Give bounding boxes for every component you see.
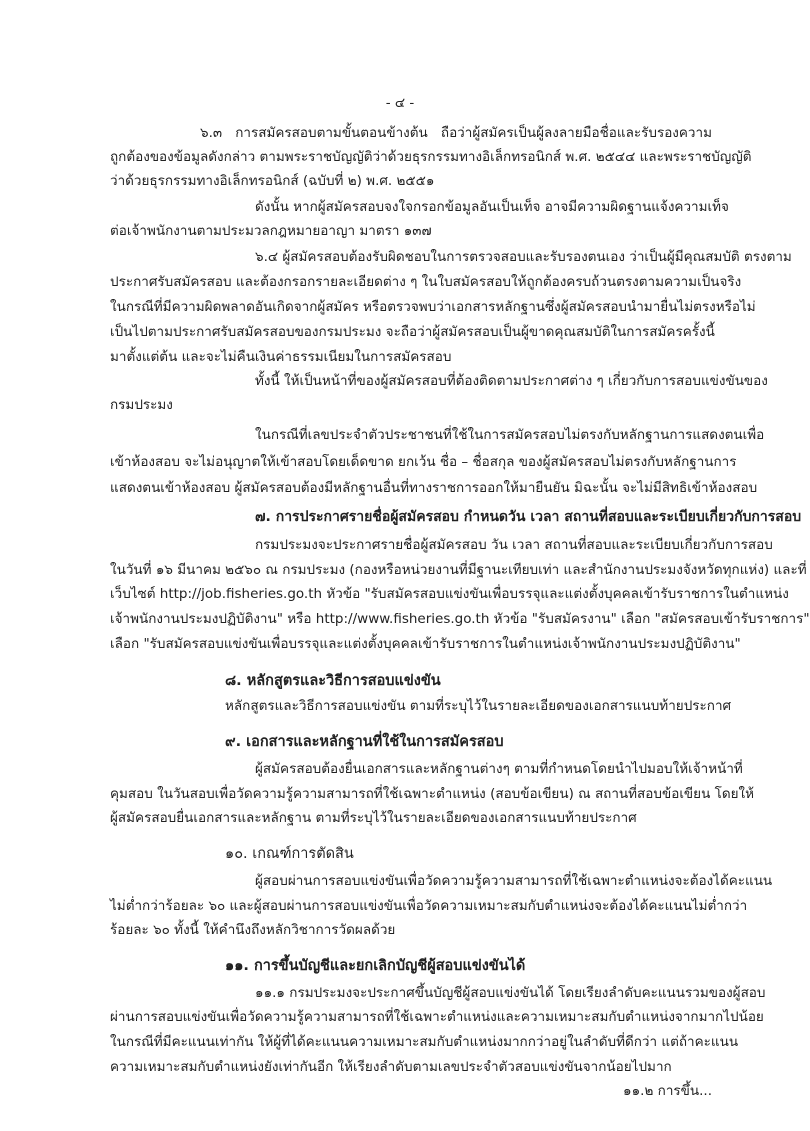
paragraph-line: หลักสูตรและวิธีการสอบแข่งขัน ตามที่ระบุไว้ในรายละเอียดของเอกสารแนบท้ายประกาศ [225, 698, 732, 714]
paragraph-line: ว่าด้วยธุรกรรมทางอิเล็กทรอนิกส์ (ฉบับที่ ๒) พ.ศ. ๒๕๕๑ [110, 173, 435, 189]
paragraph-line: ประกาศรับสมัครสอบ และต้องกรอกรายละเอียดต่าง ๆ ในใบสมัครสอบให้ถูกต้องครบถ้วนตรงตามความเป็นจริง [110, 274, 742, 290]
paragraph-line: ในกรณีที่มีคะแนนเท่ากัน ให้ผู้ที่ได้คะแนนความเหมาะสมกับตำแหน่งมากกว่าอยู่ในลำดับที่ดีกว่า แต่ถ้าคะแนน [110, 1034, 739, 1050]
section-heading: ๗. การประกาศรายชื่อผู้สมัครสอบ กำหนดวัน เวลา สถานที่สอบและระเบียบเกี่ยวกับการสอบ [255, 509, 802, 525]
paragraph-line: ในกรณีที่มีความผิดพลาดอันเกิดจากผู้สมัคร หรือตรวจพบว่าเอกสารหลักฐานซึ่งผู้สมัครสอบนำมายื่นไม่ตรงหรือไม่ [110, 299, 756, 315]
paragraph-line: ในกรณีที่เลขประจำตัวประชาชนที่ใช้ในการสมัครสอบไม่ตรงกับหลักฐานการแสดงตนเพื่อ [255, 427, 765, 443]
paragraph-line: กรมประมง [110, 397, 173, 413]
paragraph-line: ๖.๔ ผู้สมัครสอบต้องรับผิดชอบในการตรวจสอบและรับรองตนเอง ว่าเป็นผู้มีคุณสมบัติ ตรงตาม [255, 249, 792, 265]
paragraph-line: ผ่านการสอบแข่งขันเพื่อวัดความรู้ความสามารถที่ใช้เฉพาะตำแหน่งและความเหมาะสมกับตำแหน่งจากมากไปน้อย [110, 1009, 764, 1025]
page-number: - ๔ - [385, 95, 415, 111]
paragraph-line: มาตั้งแต่ต้น และจะไม่คืนเงินค่าธรรมเนียมในการสมัครสอบ [110, 349, 452, 365]
paragraph-line: ๑๑.๑ กรมประมงจะประกาศขึ้นบัญชีผู้สอบแข่งขันได้ โดยเรียงลำดับคะแนนรวมของผู้สอบ [255, 985, 766, 1001]
paragraph-line: คุมสอบ ในวันสอบเพื่อวัดความรู้ความสามารถที่ใช้เฉพาะตำแหน่ง (สอบข้อเขียน) ณ สถานที่สอบข้อเขียน โดยให้ [110, 786, 755, 802]
paragraph-line: ต่อเจ้าพนักงานตามประมวลกฎหมายอาญา มาตรา ๑๓๗ [110, 223, 432, 239]
paragraph-line: เข้าห้องสอบ จะไม่อนุญาตให้เข้าสอบโดยเด็ดขาด ยกเว้น ชื่อ – ชื่อสกุล ของผู้สมัครสอบไม่ตรงกับหลักฐานการ [110, 454, 737, 470]
paragraph-line: ถูกต้องของข้อมูลดังกล่าว ตามพระราชบัญญัติว่าด้วยธุรกรรมทางอิเล็กทรอนิกส์ พ.ศ. ๒๕๔๔ และพระราชบัญญัติ [110, 149, 752, 165]
paragraph-line: ๖.๓ การสมัครสอบตามขั้นตอนข้างต้น ถือว่าผู้สมัครเป็นผู้ลงลายมือชื่อและรับรองความ [200, 125, 712, 141]
paragraph-line: เจ้าพนักงานประมงปฏิบัติงาน" หรือ http://www.fisheries.go.th หัวข้อ "รับสมัครงาน" เลือก "สมัครสอบเข้ารับราชการ" [110, 611, 810, 627]
paragraph-line: ดังนั้น หากผู้สมัครสอบจงใจกรอกข้อมูลอันเป็นเท็จ อาจมีความผิดฐานแจ้งความเท็จ [255, 199, 729, 215]
paragraph-line: ผู้สอบผ่านการสอบแข่งขันเพื่อวัดความรู้ความสามารถที่ใช้เฉพาะตำแหน่งจะต้องได้คะแนน [255, 873, 773, 889]
paragraph-line: ในวันที่ ๑๖ มีนาคม ๒๕๖๐ ณ กรมประมง (กองหรือหน่วยงานที่มีฐานะเทียบเท่า และสำนักงานประมงจังหวัดทุกแห่ง) และที่ [110, 562, 807, 578]
paragraph-line: ร้อยละ ๖๐ ทั้งนี้ ให้คำนึงถึงหลักวิชาการวัดผลด้วย [110, 922, 396, 938]
paragraph-line: กรมประมงจะประกาศรายชื่อผู้สมัครสอบ วัน เวลา สถานที่สอบและระเบียบเกี่ยวกับการสอบ [255, 537, 773, 553]
paragraph-line: เลือก "รับสมัครสอบแข่งขันเพื่อบรรจุและแต่งตั้งบุคคลเข้ารับราชการในตำแหน่งเจ้าพนักงานประมงปฏิบัติงาน" [110, 636, 741, 652]
continued-marker: ๑๑.๒ การขึ้น... [623, 1083, 712, 1099]
paragraph-line: เว็บไซต์ http://job.fisheries.go.th หัวข้อ "รับสมัครสอบแข่งขันเพื่อบรรจุและแต่งตั้งบุคคลเข้ารับราชการในตำแหน่ง [110, 586, 789, 602]
paragraph-line: ผู้สมัครสอบยื่นเอกสารและหลักฐาน ตามที่ระบุไว้ในรายละเอียดของเอกสารแนบท้ายประกาศ [110, 810, 637, 826]
paragraph-line: ความเหมาะสมกับตำแหน่งยังเท่ากันอีก ให้เรียงลำดับตามเลขประจำตัวสอบแข่งขันจากน้อยไปมาก [110, 1059, 672, 1075]
section-heading: ๘. หลักสูตรและวิธีการสอบแข่งขัน [225, 673, 441, 689]
paragraph-line: ทั้งนี้ ให้เป็นหน้าที่ของผู้สมัครสอบที่ต้องติดตามประกาศต่าง ๆ เกี่ยวกับการสอบแข่งขันของ [255, 373, 768, 389]
paragraph-line: แสดงตนเข้าห้องสอบ ผู้สมัครสอบต้องมีหลักฐานอื่นที่ทางราชการออกให้มายืนยัน มิฉะนั้น จะไม่มีสิทธิเข้าห้องสอบ [110, 480, 758, 496]
paragraph-line: เป็นไปตามประกาศรับสมัครสอบของกรมประมง จะถือว่าผู้สมัครสอบเป็นผู้ขาดคุณสมบัติในการสมัครครั้งนี้ [110, 324, 715, 340]
section-heading: ๑๐. เกณฑ์การตัดสิน [225, 846, 354, 862]
section-heading: ๙. เอกสารและหลักฐานที่ใช้ในการสมัครสอบ [225, 734, 504, 750]
section-heading: ๑๑. การขึ้นบัญชีและยกเลิกบัญชีผู้สอบแข่งขันได้ [225, 958, 526, 974]
paragraph-line: ผู้สมัครสอบต้องยื่นเอกสารและหลักฐานต่างๆ ตามที่กำหนดโดยนำไปมอบให้เจ้าหน้าที่ [255, 761, 743, 777]
paragraph-line: ไม่ต่ำกว่าร้อยละ ๖๐ และผู้สอบผ่านการสอบแข่งขันเพื่อวัดความเหมาะสมกับตำแหน่งจะต้องได้คะแนนไม่ต่ำกว่า [110, 898, 748, 914]
